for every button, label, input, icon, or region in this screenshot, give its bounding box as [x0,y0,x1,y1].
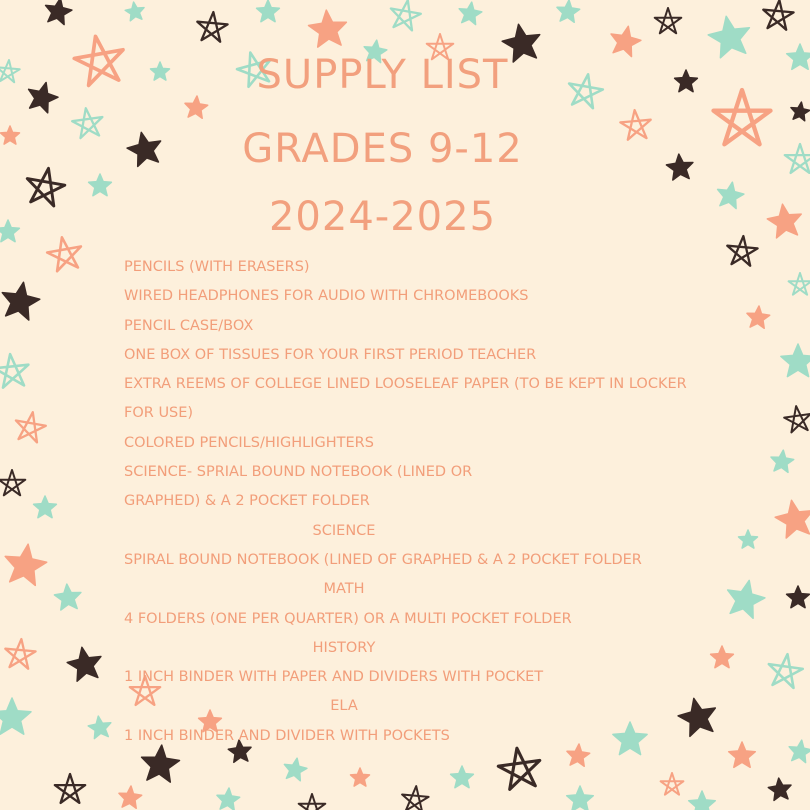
star-icon [771,450,794,472]
star-icon [655,8,682,33]
star-icon [67,647,101,681]
star-icon [711,646,734,668]
star-icon [781,344,810,377]
star-icon [787,44,810,69]
star-icon [661,773,684,795]
star-icon [5,639,35,669]
star-icon [769,654,803,688]
star-icon [46,0,72,25]
star-icon [775,500,810,538]
section-heading: MATH [323,581,365,598]
star-icon [739,530,758,548]
list-item: WIRED HEADPHONES FOR AUDIO WITH CHROMEBOOKS [124,288,529,305]
star-icon [768,778,791,800]
star-icon [0,354,28,388]
supply-list [124,253,704,751]
star-icon [309,10,347,47]
star-icon [763,0,793,30]
star-icon [767,204,801,238]
star-icon [257,0,280,22]
title-supply-list: SUPPLY LIST [256,52,509,98]
list-item: COLORED PENCILS/HIGHLIGHTERS [124,434,374,451]
star-icon [391,0,421,30]
star-icon [459,2,482,25]
list-item: PENCILS (WITH ERASERS) [124,259,310,275]
star-icon [197,12,227,42]
title-school-year: 2024-2025 [268,194,497,240]
star-icon [284,758,307,781]
star-icon [185,96,208,118]
star-icon [557,0,580,22]
star-icon [784,406,810,432]
star-icon [55,774,85,803]
list-item: EXTRA REEMS OF COLLEGE LINED LOOSELEAF PAPER (TO BE KEPT IN LOCKER [124,376,687,393]
star-icon [789,273,810,295]
star-icon [791,102,810,121]
star-icon [217,788,240,810]
list-item: SCIENCE- SPRIAL BOUND NOTEBOOK (LINED OR [124,464,473,481]
list-item: PENCIL CASE/BOX [124,317,254,334]
star-icon [0,470,25,495]
star-icon [299,794,326,810]
star-icon [787,586,810,608]
section-heading: SCIENCE [312,522,376,539]
star-icon [402,786,429,810]
star-icon [125,2,144,21]
star-icon [2,282,40,320]
star-icon [119,786,142,808]
star-icon [54,584,81,610]
star-icon [451,766,474,788]
list-item: GRAPHED) & A 2 POCKET FOLDER [124,493,370,510]
star-icon [34,496,57,518]
star-icon [728,580,765,618]
section-heading: ELA [330,698,358,715]
star-icon [789,740,810,763]
star-icon [0,698,31,734]
star-icon [567,786,594,810]
star-icon [88,716,111,739]
list-item: ONE BOX OF TISSUES FOR YOUR FIRST PERIOD TEACHER [124,346,537,363]
list-item: FOR USE) [124,405,194,422]
star-icon [5,544,47,585]
title-grades: GRADES 9-12 [242,126,523,172]
list-item: SPIRAL BOUND NOTEBOOK (LINED OF GRAPHED & A 2 POCKET FOLDER [124,551,642,568]
star-icon [729,742,756,767]
star-icon [747,306,770,328]
star-icon [689,791,716,810]
list-item: 1 INCH BINDER AND DIVIDER WITH POCKETS [124,727,450,744]
star-icon [89,174,112,196]
section-heading: HISTORY [312,639,376,656]
star-icon [16,412,46,442]
star-icon [727,236,757,266]
list-item: 1 INCH BINDER WITH PAPER AND DIVIDERS WITH POCKET [124,669,544,686]
list-item: 4 FOLDERS (ONE PER QUARTER) OR A MULTI POCKET FOLDER [124,610,572,627]
star-icon [351,768,370,786]
star-icon [785,144,810,173]
star-icon [47,237,81,271]
star-icon [498,748,540,789]
